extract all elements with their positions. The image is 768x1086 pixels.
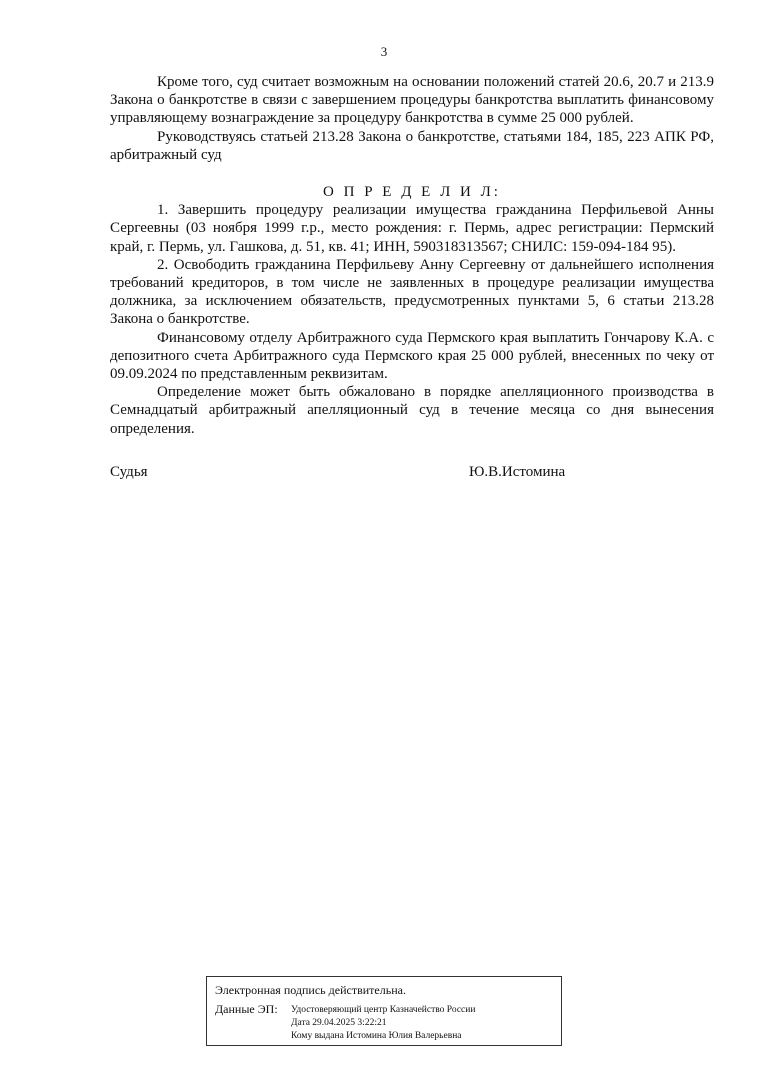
judge-title: Судья xyxy=(110,464,148,480)
esign-details xyxy=(291,1004,475,1043)
paragraph-remuneration: Кроме того, суд считает возможным на основании положений статей 20.6, 20.7 и 213.9 Закона о банкротстве в связи с завершением процедуры банкротства выплатить финансовому управляющему вознаграждение за процедуру банкротства в сумме 25 000 рублей. xyxy=(110,74,714,127)
electronic-signature-stamp xyxy=(206,976,562,1046)
esign-issuer: Удостоверяющий центр Казначейство России xyxy=(291,1005,476,1015)
paragraph-payment-order: Финансовому отделу Арбитражного суда Пермского края выплатить Гончарову К.А. с депозитного счета Арбитражного суда Пермского края 25 000 рублей, внесенных по чеку от 09.09.2024 по представленным реквизитам. xyxy=(110,329,714,383)
judge-name: Ю.В.Истомина xyxy=(469,464,566,480)
esign-issued-to: Кому выдана Истомина Юлия Валерьевна xyxy=(291,1031,462,1041)
paragraph-release-debtor: 2. Освободить гражданина Перфильеву Анну Сергеевну от дальнейшего исполнения требований кредиторов, в том числе не заявленных в процедуре реализации имущества должника, за исключением обязательств, предусмотренных пунктами 5, 6 статьи 213.28 Закона о банкротстве. xyxy=(110,256,714,328)
ruling-heading: О П Р Е Д Е Л И Л: xyxy=(323,184,501,201)
paragraph-guided-by: Руководствуясь статьей 213.28 Закона о банкротстве, статьями 184, 185, 223 АПК РФ, арбитражный суд xyxy=(110,128,714,163)
document-body xyxy=(110,73,714,438)
esign-label: Данные ЭП: xyxy=(215,1002,278,1016)
paragraph-complete-procedure: 1. Завершить процедуру реализации имущества гражданина Перфильевой Анны Сергеевны (03 ноября 1999 г.р., место рождения: г. Пермь, адрес регистрации: Пермский край, г. Пермь, ул. Гашкова, д. 51, кв. 41; ИНН, 590318313567; СНИЛС: 159-094-184 95). xyxy=(110,202,714,255)
paragraph-appeal: Определение может быть обжаловано в порядке апелляционного производства в Семнадцатый арбитражный апелляционный суд в течение месяца со дня вынесения определения. xyxy=(110,384,714,437)
page-number: 3 xyxy=(380,44,388,59)
esign-date: Дата 29.04.2025 3:22:21 xyxy=(291,1018,387,1028)
esign-valid-text: Электронная подпись действительна. xyxy=(215,983,406,997)
